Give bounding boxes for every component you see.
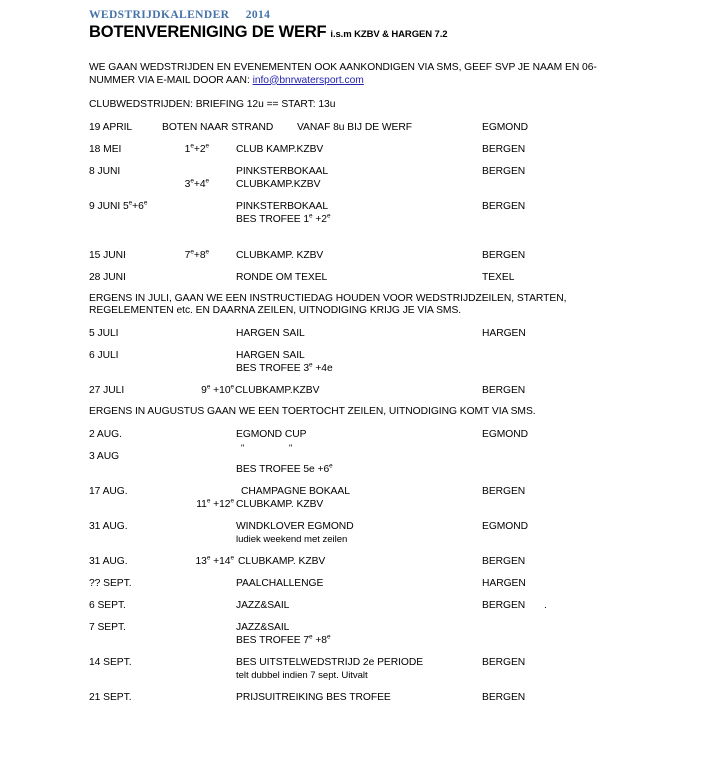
table-row [89,327,649,340]
row-spacer [89,568,649,577]
row-date [89,200,147,213]
table-row [89,442,649,463]
race-num-2: 8 [199,249,206,261]
race-num-1: 13 [195,555,207,567]
row-spacer [89,647,649,656]
row-desc: CLUBKAMP. KZBV [238,555,326,567]
race-num-plus: + [193,178,200,190]
row-date: 8 JUNI [89,165,121,177]
table-row-sub [89,669,649,682]
table-row [89,555,649,568]
row-location: BERGEN [482,143,526,155]
document-body [89,8,649,704]
row-date: 31 AUG. [89,555,128,567]
row-desc: CLUBKAMP. KZBV [236,249,324,261]
race-num-plus: +14 [210,555,231,567]
race-num-1-sup: e [190,142,194,150]
row-desc: BES UITSTELWEDSTRIJD 2e PERIODE [236,656,424,668]
row-spacer [89,511,649,520]
race-num-1-sup: e [206,554,211,562]
row-location: EGMOND [482,520,529,532]
row-spacer [89,340,649,349]
row-spacer [89,375,649,384]
row-location: EGMOND [482,428,529,440]
row-desc-extra: VANAF 8u BIJ DE WERF [297,121,412,133]
row-location: BERGEN [482,599,526,611]
race-num-plus: + [193,143,200,155]
table-row-sub [89,498,649,511]
club-heading [89,23,649,44]
table-row-sub [89,463,649,476]
row-location-extra: . [544,599,547,611]
ditto-mark-1: " [241,442,245,453]
row-desc: CLUB KAMP.KZBV [236,143,324,155]
race-num-2-sup: e [205,248,209,256]
row-desc: RONDE OM TEXEL [236,271,328,283]
row-desc: WINDKLOVER EGMOND [236,520,354,532]
race-num-1: 11 [196,498,207,510]
row-desc: EGMOND CUP [236,428,307,440]
row-spacer [89,590,649,599]
row-date: 27 JULI [89,384,125,396]
row-date: 31 AUG. [89,520,128,532]
table-row-sub [89,533,649,546]
race-num-2-sup: e [326,633,331,641]
row-date: 21 SEPT. [89,691,132,703]
sms-announcement-text [89,62,627,87]
race-num-plus: +2 [312,213,327,225]
row-desc [236,362,333,375]
row-desc: PINKSTERBOKAAL [236,165,329,177]
table-row [89,577,649,590]
race-num-1: 7 [184,249,191,261]
row-desc: JAZZ&SAIL [236,599,290,611]
race-num-2: 2 [199,143,206,155]
race-num-plus: + [210,384,220,396]
row-date: 19 APRIL [89,121,133,133]
race-num-1: 9 [201,384,207,396]
row-desc: ludiek weekend met zeilen [236,533,348,545]
row-location: BERGEN [482,691,526,703]
schedule-list [89,121,649,284]
table-row [89,349,649,362]
ditto-mark-2: " [289,442,293,453]
row-race-numbers [144,498,234,511]
row-race-numbers [144,384,234,397]
row-location: EGMOND [482,121,529,133]
table-row [89,599,649,612]
row-desc-text: BES TROFEE 7 [236,634,310,646]
race-num-1-sup: e [309,361,313,369]
race-num-1-sup: e [206,497,211,505]
table-row [89,621,649,634]
row-desc-text: BES TROFEE 1 [236,213,310,225]
race-num-1: 5 [122,200,129,212]
table-row [89,656,649,669]
row-location: BERGEN [482,249,526,261]
row-desc-text: BES TROFEE 5e +6 [236,463,330,475]
race-num-1-sup: e [309,633,313,641]
race-num-1-sup: e [190,177,194,185]
table-row [89,384,649,397]
race-num-1-sup: e [206,383,211,391]
row-desc [236,634,330,647]
row-spacer [89,546,649,555]
row-date: 2 AUG. [89,428,122,440]
row-desc: PRIJSUITREIKING BES TROFEE [236,691,391,703]
row-date: ?? SEPT. [89,577,132,589]
table-row [89,428,649,441]
row-location: BERGEN [482,485,526,497]
sms-text: WE GAAN WEDSTRIJDEN EN EVENEMENTEN OOK AANKONDIGEN VIA SMS, GEEF SVP JE NAAM EN 06-NUMMER VIA E-MAIL DOOR AAN: [89,62,597,86]
row-spacer [89,612,649,621]
race-num-2-sup: e [230,497,234,505]
row-spacer [89,134,649,143]
table-row-sub [89,634,649,647]
race-num-1-sup: e [190,248,194,256]
row-race-numbers [144,555,234,568]
row-location: HARGEN [482,577,526,589]
row-location: BERGEN [482,200,526,212]
row-location: TEXEL [482,271,515,283]
race-num-1-sup: e [329,462,333,470]
club-subtitle: i.s.m KZBV & HARGEN 7.2 [330,29,448,40]
row-desc: telt dubbel indien 7 sept. Uitvalt [236,669,368,681]
race-num-2-sup: e [143,199,148,207]
race-num-plus: + [132,200,139,212]
row-race-numbers [144,178,209,191]
note-juli: ERGENS IN JULI, GAAN WE EEN INSTRUCTIEDAG HOUDEN VOOR WEDSTRIJDZEILEN, STARTEN, REGELEMENTEN etc. EN DAARNA ZEILEN, UITNODIGING KRIJG JE VIA SMS. [89,292,567,317]
table-row [89,143,649,156]
table-row-sub [89,213,649,226]
race-num-2: 6 [138,200,144,212]
race-num-2-sup: e [326,212,331,220]
race-num-plus: + [193,249,200,261]
race-num-1-sup: e [128,199,133,207]
row-desc-text: BES TROFEE 3 [236,362,310,374]
row-date: 6 SEPT. [89,599,126,611]
note-augustus: ERGENS IN AUGUSTUS GAAN WE EEN TOERTOCHT ZEILEN, UITNODIGING KOMT VIA SMS. [89,405,536,417]
row-desc [236,463,333,476]
row-desc: HARGEN SAIL [236,349,305,361]
club-title: BOTENVERENIGING DE WERF [89,23,327,41]
row-spacer [89,226,649,244]
race-num-2-sup: e [230,383,234,391]
row-location: HARGEN [482,327,526,339]
table-row-sub [89,362,649,375]
row-date: 5 JULI [89,327,119,339]
race-num-plus: +12 [210,498,231,510]
race-num-2-sup: e [230,554,234,562]
row-spacer [89,262,649,271]
race-num-2: 4 [199,178,206,190]
table-row [89,165,649,178]
row-date: 14 SEPT. [89,656,132,668]
race-num-1: 3 [184,178,191,190]
table-row [89,271,649,284]
row-date: 28 JUNI [89,271,126,283]
row-location: BERGEN [482,384,526,396]
race-num-1: 1 [184,143,191,155]
race-num-1-sup: e [309,212,313,220]
page-title-kalender: WEDSTRIJDKALENDER 2014 [89,9,271,21]
row-desc: HARGEN SAIL [236,327,305,339]
row-spacer [89,191,649,200]
email-link[interactable]: info@bnrwatersport.com [252,74,364,86]
race-num-2-sup: e [205,177,209,185]
row-race-numbers [144,249,209,262]
table-row [89,200,649,213]
row-desc-text-2: +8 [312,634,327,646]
row-desc: BOTEN NAAR STRAND [162,121,274,133]
table-row-sub [89,178,649,191]
row-desc: PAALCHALLENGE [236,577,324,589]
row-desc [236,213,330,226]
row-location: BERGEN [482,656,526,668]
table-row [89,121,649,134]
row-desc: CHAMPAGNE BOKAAL [241,485,350,497]
schedule-list-3 [89,428,649,704]
row-date: 15 JUNI [89,249,126,261]
row-date-text: 9 JUNI [89,200,123,212]
row-location: BERGEN [482,165,526,177]
row-desc: CLUBKAMP. KZBV [236,498,324,510]
schedule-list-2 [89,327,649,397]
briefing-text: CLUBWEDSTRIJDEN: BRIEFING 12u == START: 13u [89,99,336,111]
row-date: 3 AUG [89,450,120,462]
table-row [89,249,649,262]
row-spacer [89,441,649,450]
row-race-numbers [144,143,209,156]
row-desc-text-2: +4e [312,362,333,374]
table-row [89,520,649,533]
row-date: 18 MEI [89,143,122,155]
row-location: BERGEN [482,555,526,567]
row-desc: JAZZ&SAIL [236,621,290,633]
row-date: 17 AUG. [89,485,128,497]
row-desc: CLUBKAMP.KZBV [236,178,321,190]
table-row [89,485,649,498]
row-desc: PINKSTERBOKAAL [236,200,329,212]
table-row [89,691,649,704]
race-num-2-sup: e [205,142,209,150]
row-spacer [89,476,649,485]
row-desc: CLUBKAMP.KZBV [235,384,320,396]
row-spacer [89,156,649,165]
row-date: 6 JULI [89,349,119,361]
race-num-2: 10 [219,384,231,396]
row-spacer [89,682,649,691]
row-date: 7 SEPT. [89,621,126,633]
